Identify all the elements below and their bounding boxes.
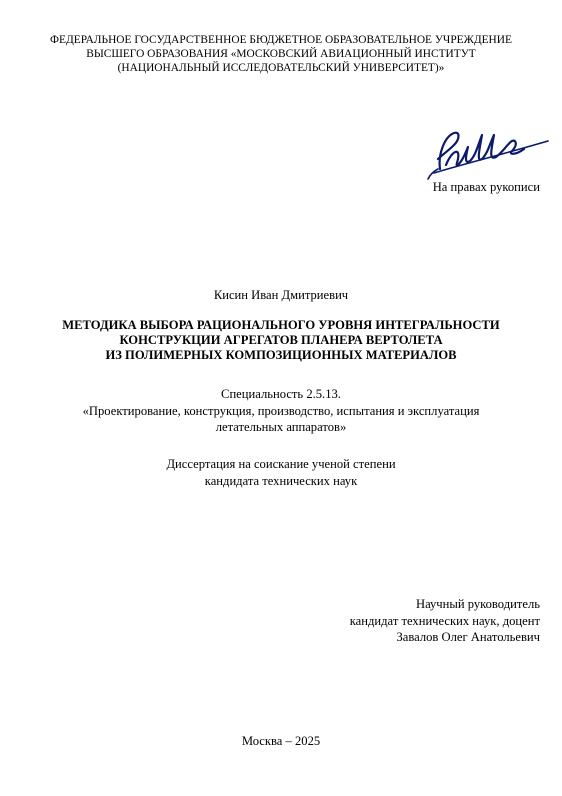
supervisor-line: Завалов Олег Анатольевич (396, 630, 540, 644)
supervisor-line: Научный руководитель (415, 597, 540, 611)
specialty-line: «Проектирование, конструкция, производство, испытания и эксплуатация (82, 403, 480, 418)
title-line: КОНСТРУКЦИИ АГРЕГАТОВ ПЛАНЕРА ВЕРТОЛЕТА (119, 333, 443, 347)
degree-line: кандидата технических наук (204, 473, 358, 488)
specialty-line: летательных аппаратов» (215, 420, 347, 434)
degree-block (0, 456, 562, 489)
title-line: МЕТОДИКА ВЫБОРА РАЦИОНАЛЬНОГО УРОВНЯ ИНТЕГРАЛЬНОСТИ (62, 318, 500, 332)
organization-header (0, 33, 562, 75)
author-name: Кисин Иван Дмитриевич (213, 288, 349, 302)
dissertation-title (0, 318, 562, 363)
degree-line: Диссертация на соискание ученой степени (166, 457, 396, 471)
specialty-line: Специальность 2.5.13. (221, 387, 341, 401)
city-year: Москва – 2025 (241, 734, 321, 748)
organization-line: ФЕДЕРАЛЬНОЕ ГОСУДАРСТВЕННОЕ БЮДЖЕТНОЕ ОБРАЗОВАТЕЛЬНОЕ УЧРЕЖДЕНИЕ (50, 34, 512, 46)
title-line: ИЗ ПОЛИМЕРНЫХ КОМПОЗИЦИОННЫХ МАТЕРИАЛОВ (105, 348, 457, 362)
supervisor-block (350, 596, 540, 646)
handwritten-signature (420, 125, 550, 183)
manuscript-note: На правах рукописи (432, 180, 540, 194)
supervisor-line: кандидат технических наук, доцент (349, 613, 540, 628)
organization-line: (НАЦИОНАЛЬНЫЙ ИССЛЕДОВАТЕЛЬСКИЙ УНИВЕРСИТЕТ)» (117, 62, 445, 74)
specialty-block (0, 386, 562, 436)
organization-line: ВЫСШЕГО ОБРАЗОВАНИЯ «МОСКОВСКИЙ АВИАЦИОННЫЙ ИНСТИТУТ (86, 48, 476, 60)
